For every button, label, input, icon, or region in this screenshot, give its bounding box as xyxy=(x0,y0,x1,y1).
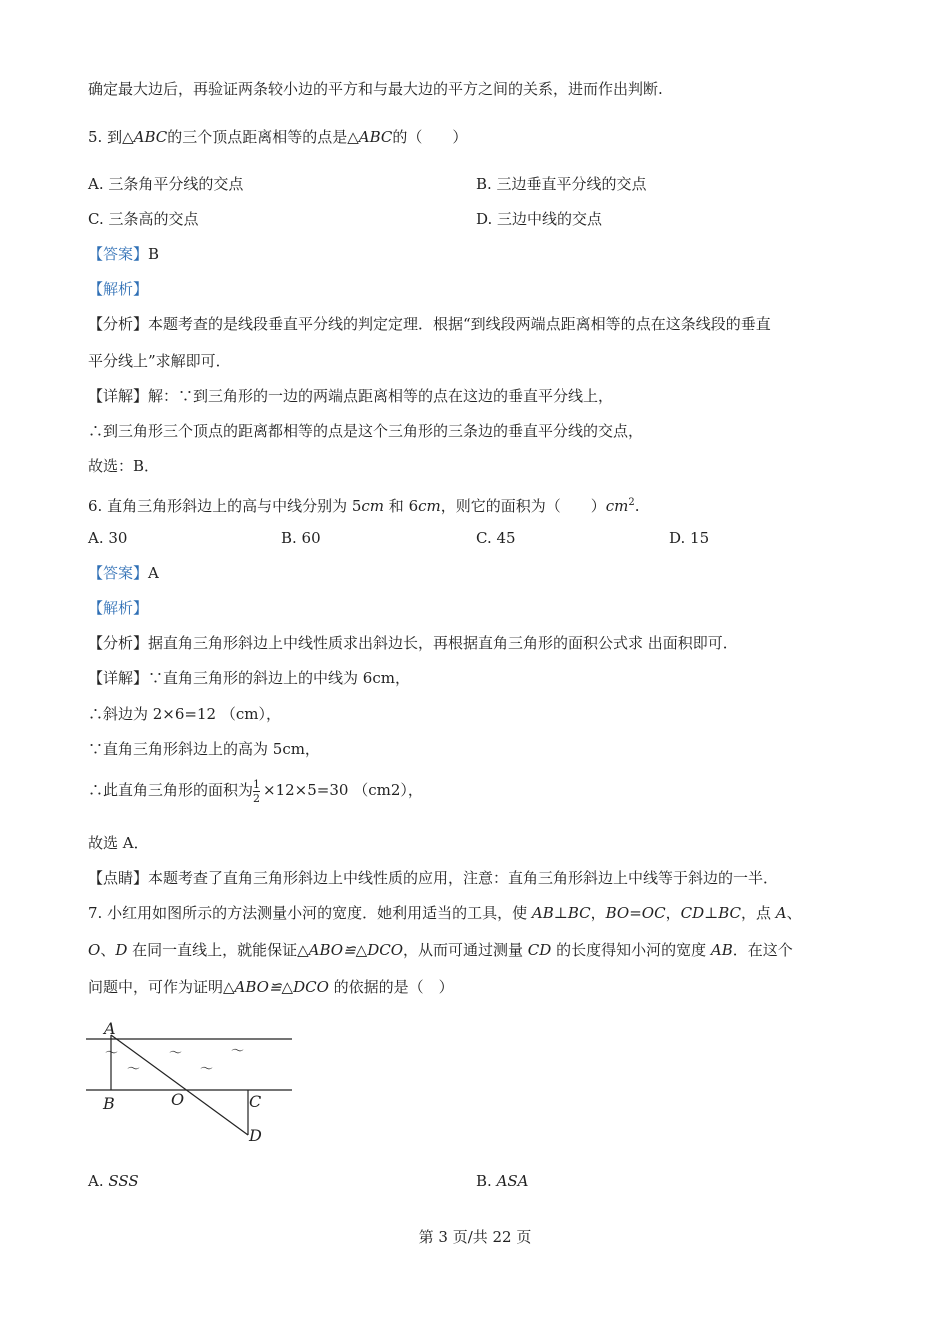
q6-xiangjie-4: ∴此直角三角形的面积为 $\frac{1}{2}$ ×12×5=30 （cm2）， xyxy=(88,777,423,805)
wave-icon: ～ xyxy=(127,1062,141,1077)
label-b: B xyxy=(103,1094,115,1113)
q6-xiangjie-3: ∵直角三角形斜边上的高为 5cm， xyxy=(88,740,320,758)
wave-icon: ～ xyxy=(105,1046,119,1061)
label-o: O xyxy=(171,1090,185,1109)
intro-line: 确定最大边后，再验证两条较小边的平方和与最大边的平方之间的关系，进而作出判断. xyxy=(88,80,663,98)
q7-stem-line1: 7. 小红用如图所示的方法测量小河的宽度．她利用适当的工具，使 AB⊥BC，BO=OC，CD⊥BC，点 A、 xyxy=(88,904,802,922)
q7-stem-line2: O、D 在同一直线上，就能保证△ABO≌△DCO，从而可通过测量 CD 的长度得知小河的宽度 AB．在这个 xyxy=(88,941,793,959)
q6-option-c: C. 45 xyxy=(476,529,516,547)
fraction-one-half: $\frac{1}{2}$ xyxy=(253,777,261,805)
q6-fenxi: 【分析】据直角三角形斜边上中线性质求出斜边长，再根据直角三角形的面积公式求 出面积即可． xyxy=(88,634,738,652)
q5-answer: 【答案】B xyxy=(88,245,160,263)
q5-fenxi-cont: 平分线上”求解即可． xyxy=(88,352,231,370)
q6-xiangjie-2: ∴斜边为 2×6=12 （cm）， xyxy=(88,705,281,723)
q6-stem: 6. 直角三角形斜边上的高与中线分别为 5cm 和 6cm，则它的面积为（ ）$cm^2$. xyxy=(88,497,640,515)
triangle-abc-1: △ABC xyxy=(122,128,168,146)
q6-dianjing: 【点睛】本题考查了直角三角形斜边上中线性质的应用，注意：直角三角形斜边上中线等于斜边的一半． xyxy=(88,869,779,887)
q7-option-b: B. ASA xyxy=(476,1172,529,1190)
q5-option-c: C. 三条高的交点 xyxy=(88,210,199,228)
label-d: D xyxy=(249,1126,262,1145)
q6-xiangjie: 【详解】∵直角三角形的斜边上的中线为 6cm， xyxy=(88,669,410,687)
wave-icon: ～ xyxy=(200,1062,214,1077)
wave-icon: ～ xyxy=(231,1044,245,1059)
q6-option-b: B. 60 xyxy=(281,529,321,547)
q6-option-d: D. 15 xyxy=(669,529,710,547)
label-a: A xyxy=(104,1019,116,1038)
q5-jiexi-tag: 【解析】 xyxy=(88,280,149,298)
triangle-abc-2: △ABC xyxy=(347,128,393,146)
q5-option-a: A. 三条角平分线的交点 xyxy=(88,175,244,193)
q6-option-a: A. 30 xyxy=(88,529,128,547)
q6-jiexi-tag: 【解析】 xyxy=(88,599,149,617)
q6-xiangjie-5: 故选 A． xyxy=(88,834,149,852)
q7-option-a: A. SSS xyxy=(88,1172,139,1190)
q5-stem: 5. 到△ABC的三个顶点距离相等的点是△ABC的（ ） xyxy=(88,128,468,146)
label-c: C xyxy=(249,1092,262,1111)
q5-xiangjie-3: 故选：B． xyxy=(88,457,160,475)
river-measurement-figure xyxy=(80,1015,310,1155)
q5-option-d: D. 三边中线的交点 xyxy=(476,210,603,228)
q5-fenxi: 【分析】本题考查的是线段垂直平分线的判定定理．根据“到线段两端点距离相等的点在这条线段的垂直 xyxy=(88,315,771,333)
page-footer: 第 3 页/共 22 页 xyxy=(418,1228,532,1246)
q5-xiangjie: 【详解】解：∵到三角形的一边的两端点距离相等的点在这边的垂直平分线上， xyxy=(88,387,614,405)
q5-xiangjie-2: ∴到三角形三个顶点的距离都相等的点是这个三角形的三条边的垂直平分线的交点， xyxy=(88,422,644,440)
q5-option-b: B. 三边垂直平分线的交点 xyxy=(476,175,647,193)
q7-stem-line3: 问题中，可作为证明△ABO≌△DCO 的依据的是（ ） xyxy=(88,978,454,996)
wave-icon: ～ xyxy=(169,1046,183,1061)
q6-answer: 【答案】A xyxy=(88,564,159,582)
